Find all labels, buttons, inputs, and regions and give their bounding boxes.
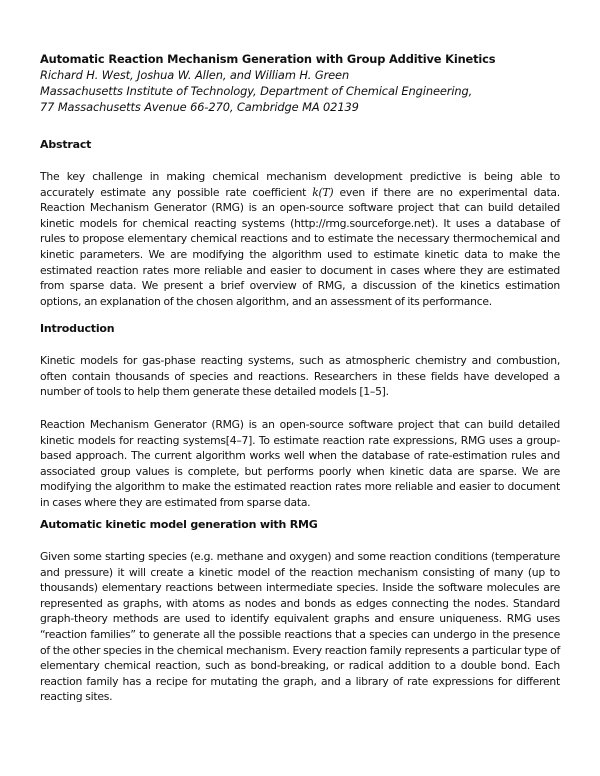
- introduction-paragraph: Kinetic models for gas-phase reacting systems, such as atmospheric chemistry and combustion, often contain thousands of species and reactions. Researchers in these fields have developed a number of tools to help them generate these detailed models [1–5].: [40, 354, 560, 399]
- automatic-generation-paragraph: Given some starting species (e.g. methane and oxygen) and some reaction conditions (temperature and pressure) it will create a kinetic model of the reaction mechanism consisting of many (up to thousands) elementary reactions between intermediate species. Inside the software molecules are represented as graphs, with atoms as nodes and bonds as edges connecting the nodes. Standard graph-theory methods are used to identify equivalent graphs and ensure uniqueness. RMG uses “reaction families” to generate all the possible reactions that a species can undergo in the presence of the other species in the chemical mechanism. Every reaction family represents a particular type of elementary chemical reaction, such as bond-breaking, or radical addition to a double bond. Each reaction family has a recipe for mutating the graph, and a library of rate expressions for different reacting sites.: [40, 550, 560, 704]
- introduction-paragraph: Reaction Mechanism Generator (RMG) is an open-source software project that can build detailed kinetic models for reacting systems[4–7]. To estimate reaction rate expressions, RMG uses a group-based approach. The current algorithm works well when the database of rate-estimation rules and associated group values is complete, but performs poorly when kinetic data are sparse. We are modifying the algorithm to make the estimated reaction rates more reliable and easier to document in cases where they are estimated from sparse data.: [40, 418, 560, 509]
- paper-page: [40, 51, 560, 704]
- paper-title: Automatic Reaction Mechanism Generation with Group Additive Kinetics: [40, 52, 496, 66]
- paper-affiliation-line2: 77 Massachusetts Avenue 66-270, Cambridge MA 02139: [40, 100, 359, 114]
- rate-coefficient-math: k(T): [312, 185, 334, 199]
- paper-authors: Richard H. West, Joshua W. Allen, and William H. Green: [40, 68, 350, 82]
- abstract-heading: Abstract: [40, 138, 92, 151]
- paper-affiliation-line1: Massachusetts Institute of Technology, Department of Chemical Engineering,: [40, 84, 473, 98]
- introduction-heading: Introduction: [40, 322, 115, 335]
- abstract-paragraph: [40, 169, 560, 309]
- abstract-text-start: The key challenge in making chemical mechanism development predictive is being able to accurately estimate any possible rate coefficient: [40, 170, 560, 199]
- abstract-text-end: even if there are no experimental data. Reaction Mechanism Generator (RMG) is an open-source software project that can build detailed kinetic models for chemical reacting systems (http://rmg.sourceforge.net). It uses a database of rules to propose elementary chemical reactions and to estimate the necessary thermochemical and kinetic parameters. We are modifying the algorithm used to estimate kinetic data to make the estimated reaction rates more reliable and easier to document in cases where they are estimated from sparse data. We present a brief overview of RMG, a discussion of the kinetics estimation options, an explanation of the chosen algorithm, and an assessment of its performance.: [40, 185, 560, 308]
- automatic-generation-heading: Automatic kinetic model generation with RMG: [40, 518, 318, 531]
